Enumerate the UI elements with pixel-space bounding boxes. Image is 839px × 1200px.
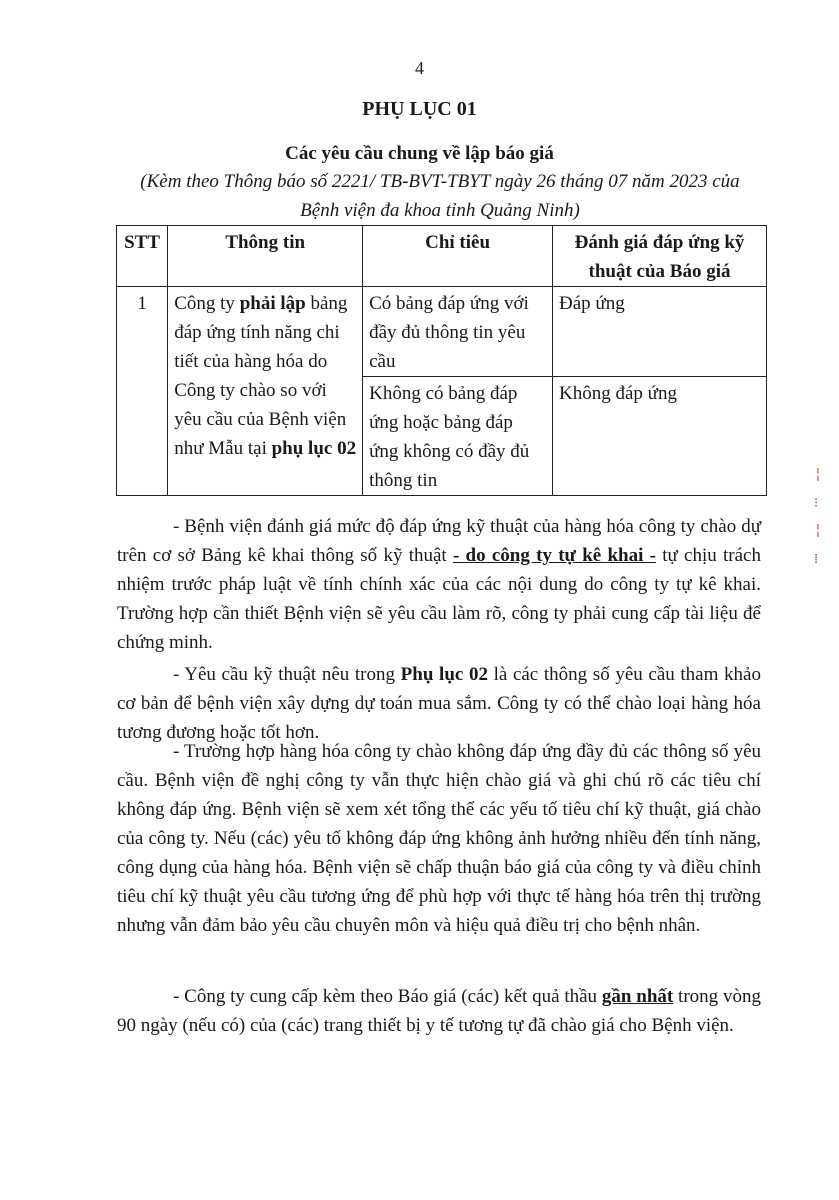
paragraph-3: - Trường hợp hàng hóa công ty chào không đáp ứng đầy đủ các thông số yêu cầu. Bệnh viện đề nghị công ty vẫn thực hiện chào giá và ghi chú rõ các tiêu chí không đáp ứng. Bệnh viện sẽ xem xét tổng thể các yếu tố tiêu chí kỹ thuật, giá chào của công ty. Nếu (các) yêu tố không đáp ứng không ảnh hưởng nhiều đến tính năng, công dụng của hàng hóa. Bệnh viện sẽ chấp thuận báo giá của công ty và điều chỉnh tiêu chí kỹ thuật yêu cầu tương ứng để phù hợp với thực tế hàng hóa trên thị trường nhưng vẫn đảm bảo yêu cầu chuyên môn và hiệu quả điều trị cho bệnh nhân. [117, 741, 761, 936]
p2-text-a: - Yêu cầu kỹ thuật nêu trong [173, 664, 401, 685]
table-header-row [117, 226, 767, 287]
header-criteria: Chỉ tiêu [363, 226, 553, 287]
p2-text-c: là các thông số yêu cầu tham khảo cơ bản để bệnh viện xây dựng dự toán mua sắm. Công ty có thể chào loại hàng hóa tương đương hoặc tốt hơn. [117, 664, 761, 743]
attachment-note [100, 167, 780, 225]
info-text-2: bảng đáp ứng tính năng chi tiết của hàng hóa do Công ty chào so với yêu cầu của Bệnh viện như Mẫu tại [174, 293, 348, 459]
appendix-title: PHỤ LỤC 01 [362, 98, 477, 120]
table-row [117, 287, 767, 377]
row-info [168, 287, 363, 496]
evaluation-b: Không đáp ứng [553, 377, 767, 496]
attachment-line-1: (Kèm theo Thông báo số 2221/ TB-BVT-TBYT ngày 26 tháng 07 năm 2023 của [140, 171, 740, 192]
header-evaluation: Đánh giá đáp ứng kỹ thuật của Báo giá [553, 226, 767, 287]
requirements-table [116, 225, 767, 496]
row-stt: 1 [117, 287, 168, 496]
criteria-a: Có bảng đáp ứng với đầy đủ thông tin yêu cầu [363, 287, 553, 377]
evaluation-a: Đáp ứng [553, 287, 767, 377]
page-number: 4 [415, 58, 424, 78]
margin-annotation-marks: ╎ ⁝ ╎ ⁞ [814, 468, 822, 567]
p2-emphasis: Phụ lục 02 [400, 664, 488, 685]
p1-text-c: tự chịu trách nhiệm trước pháp luật về tính chính xác của các nội dung do công ty tự kê khai. Trường hợp cần thiết Bệnh viện sẽ yêu cầu làm rõ, công ty phải cung cấp tài liệu để chứng minh. [117, 545, 761, 653]
header-info: Thông tin [168, 226, 363, 287]
info-bold-2: phụ lục 02 [271, 438, 357, 459]
p4-text-c: trong vòng 90 ngày (nếu có) của (các) trang thiết bị y tế tương tự đã chào giá cho Bệnh viện. [117, 986, 761, 1036]
p1-text-a: - Bệnh viện đánh giá mức độ đáp ứng kỹ thuật của hàng hóa công ty chào dự trên cơ sở Bảng kê khai thông số kỹ thuật [117, 516, 761, 566]
info-bold-1: phải lập [239, 293, 306, 314]
criteria-b: Không có bảng đáp ứng hoặc bảng đáp ứng không có đầy đủ thông tin [363, 377, 553, 496]
attachment-line-2: Bệnh viện đa khoa tỉnh Quảng Ninh) [300, 200, 580, 221]
header-stt: STT [117, 226, 168, 287]
paragraph-4 [117, 982, 761, 1040]
paragraph-1 [117, 512, 761, 657]
paragraph-2 [117, 660, 761, 747]
info-text-1: Công ty [174, 293, 240, 314]
appendix-subtitle: Các yêu cầu chung về lập báo giá [285, 143, 554, 164]
p1-emphasis: - do công ty tự kê khai - [452, 545, 656, 566]
p4-text-a: - Công ty cung cấp kèm theo Báo giá (các) kết quả thầu [173, 986, 602, 1007]
p4-emphasis: gần nhất [601, 986, 674, 1007]
